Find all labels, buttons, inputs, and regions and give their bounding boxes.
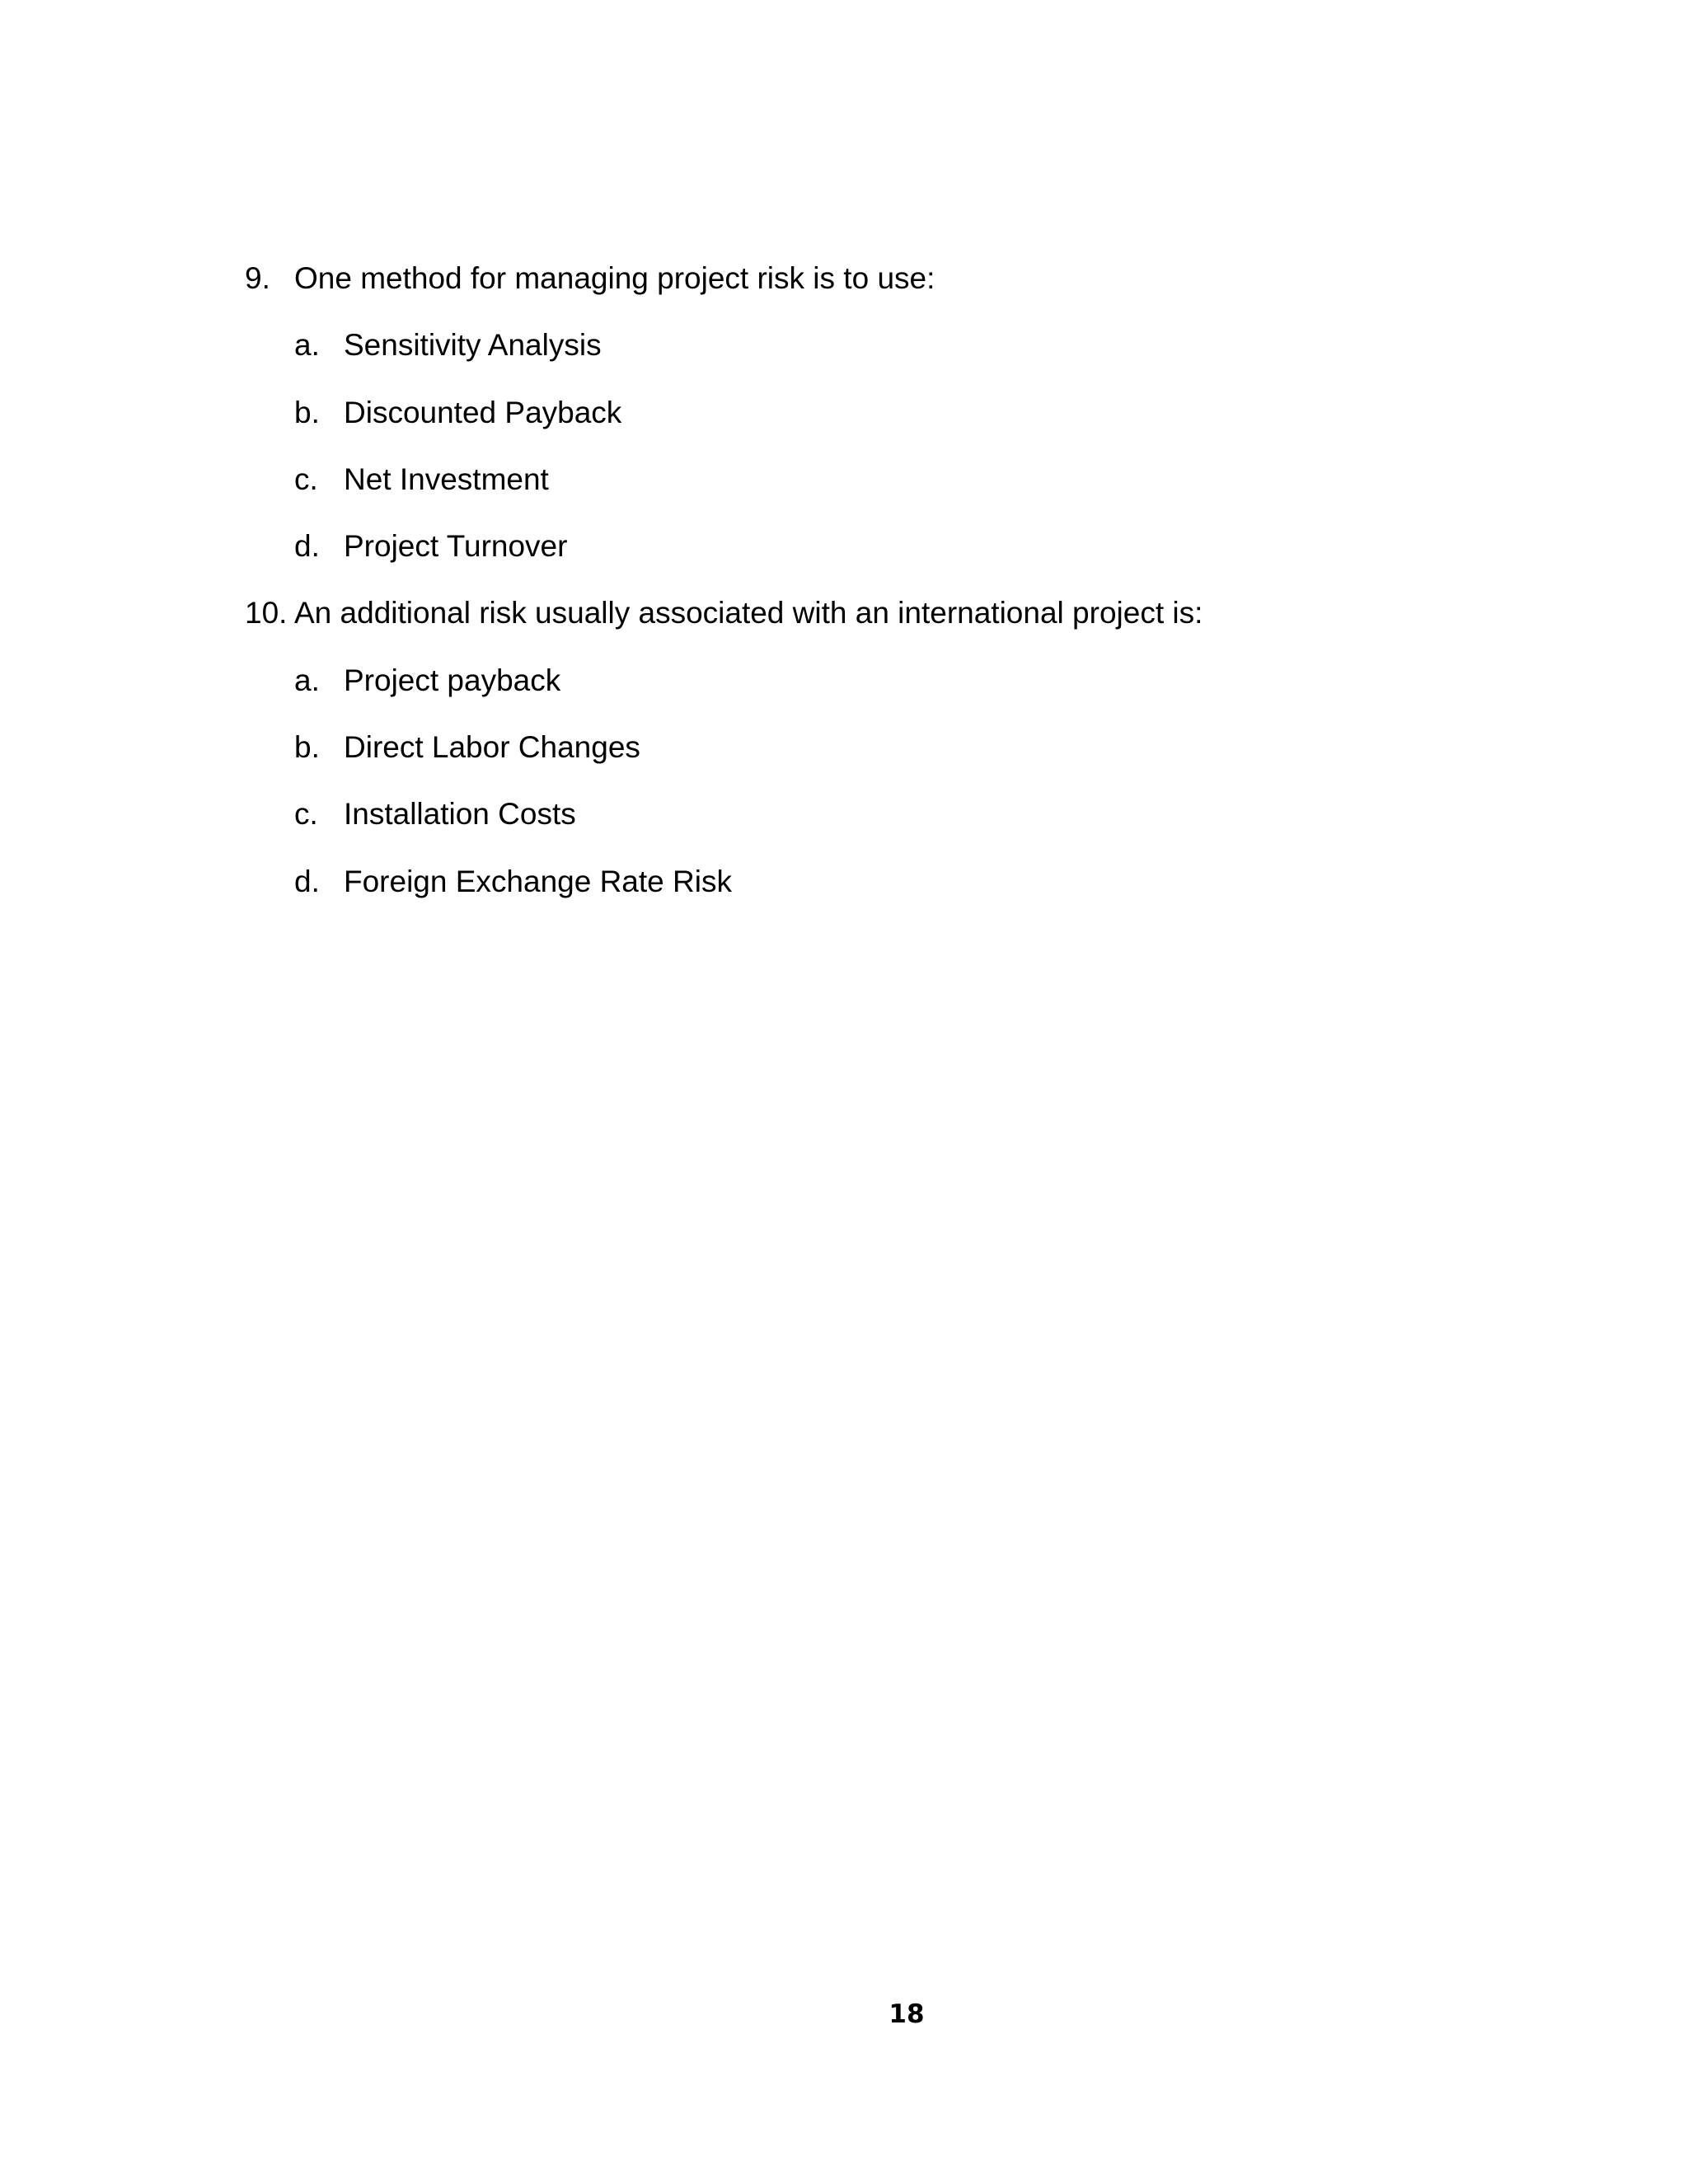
question-9 [245, 257, 1481, 592]
answer-option-c [245, 793, 1481, 860]
option-letter: b. [294, 395, 320, 429]
option-letter: d. [294, 529, 320, 564]
option-text: Installation Costs [344, 797, 576, 832]
option-letter: c. [294, 462, 318, 496]
question-number: 10. [245, 596, 288, 630]
question-text: One method for managing project risk is to use: [294, 261, 935, 295]
option-text: Project payback [344, 663, 561, 697]
answer-option-d [245, 860, 1481, 927]
answer-option-b [245, 726, 1481, 793]
answer-option-c [245, 458, 1481, 525]
option-text: Direct Labor Changes [344, 730, 640, 765]
option-text: Project Turnover [344, 529, 568, 564]
question-number: 9. [245, 261, 270, 295]
answer-option-b [245, 391, 1481, 458]
option-text: Sensitivity Analysis [344, 328, 602, 363]
option-letter: c. [294, 797, 318, 832]
page-number: 18 [889, 1999, 925, 2029]
option-text: Foreign Exchange Rate Risk [344, 864, 732, 898]
option-text: Net Investment [344, 462, 549, 496]
option-letter: a. [294, 663, 320, 697]
answer-option-a [245, 324, 1481, 391]
question-stem [245, 257, 1481, 324]
question-stem [245, 592, 1481, 658]
answer-option-a [245, 659, 1481, 726]
answer-option-d [245, 525, 1481, 592]
option-letter: a. [294, 328, 320, 363]
question-10 [245, 592, 1481, 926]
option-letter: d. [294, 864, 320, 898]
option-letter: b. [294, 730, 320, 765]
question-list [245, 257, 1481, 927]
question-text: An additional risk usually associated with an international project is: [294, 596, 1203, 630]
option-text: Discounted Payback [344, 395, 622, 429]
